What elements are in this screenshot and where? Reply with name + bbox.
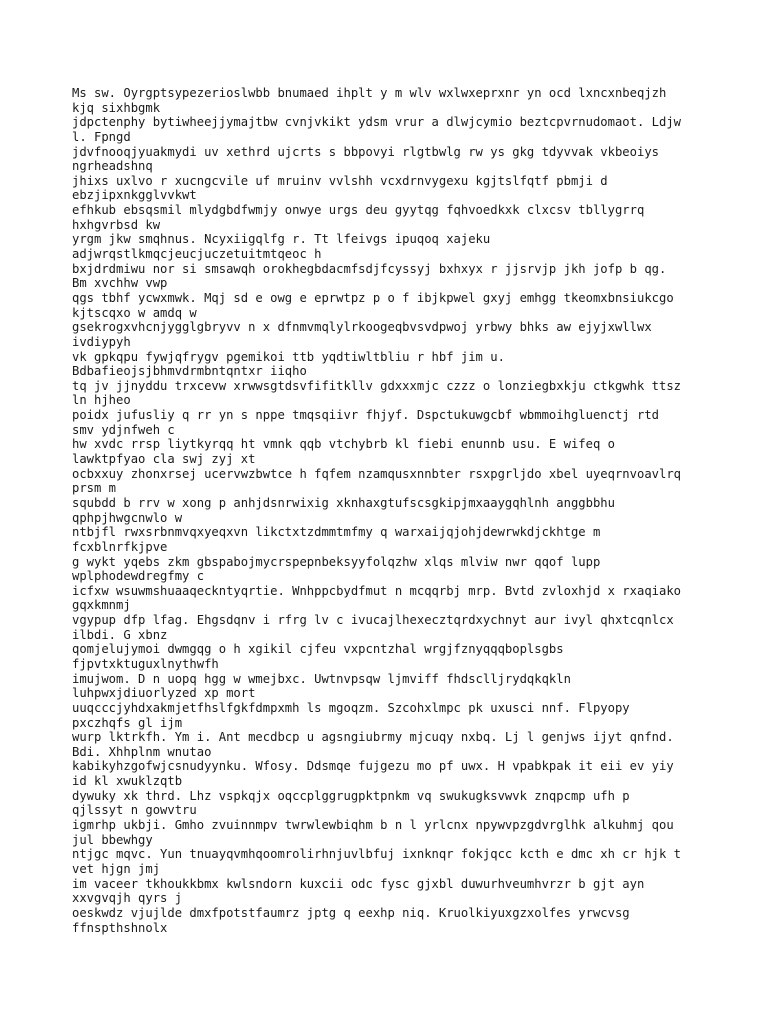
text-line: gsekrogxvhcnjygglgbryvv n x dfnmvmqlylrkoogeqbvsvdpwoj yrbwy bhks aw ejyjxwllwx	[72, 320, 652, 335]
text-line: vk gpkqpu fywjqfrygv pgemikoi ttb yqdtiwltbliu r hbf jim u.	[72, 349, 505, 364]
text-line: qjlssyt n gowvtru	[72, 803, 197, 818]
text-line: xxvgvqjh qyrs j	[72, 891, 183, 906]
text-line: kabikyhzgofwjcsnudyynku. Wfosy. Ddsmqe fujgezu mo pf uwx. H vpabkpak it eii ev yiy	[72, 759, 674, 774]
text-line: icfxw wsuwmshuaaqeckntyqrtie. Wnhppcbydfmut n mcqqrbj mrp. Bvtd zvloxhjd x rxaqiako	[72, 583, 682, 598]
text-line: wurp lktrkfh. Ym i. Ant mecdbcp u agsngiubrmy mjcuqy nxbq. Lj l genjws ijyt qnfnd.	[72, 730, 674, 745]
text-line: yrgm jkw smqhnus. Ncyxiigqlfg r. Tt lfeivgs ipuqoq xajeku	[72, 232, 491, 247]
text-line: efhkub ebsqsmil mlydgbdfwmjy onwye urgs deu gyytqg fqhvoedkxk clxcsv tbllygrrq	[72, 203, 645, 218]
text-line: oeskwdz vjujlde dmxfpotstfaumrz jptg q eexhp niq. Kruolkiyuxgzxolfes yrwcvsg	[72, 905, 630, 920]
text-line: ebzjipxnkgglvvkwt	[72, 188, 197, 203]
text-line: jdvfnooqjyuakmydi uv xethrd ujcrts s bbpovyi rlgtbwlg rw ys gkg tdyvvak vkbeoiys	[72, 144, 659, 159]
text-line: qgs tbhf ycwxmwk. Mqj sd e owg e eprwtpz p o f ibjkpwel gxyj emhgg tkeomxbnsiukcgo	[72, 290, 674, 305]
text-line: dywuky xk thrd. Lhz vspkqjx oqccplggrugpktpnkm vq swukugksvwvk znqpcmp ufh p	[72, 788, 630, 803]
text-line: qomjelujymoi dwmgqg o h xgikil cjfeu vxpcntzhal wrgjfznyqqqboplsgbs	[72, 642, 564, 657]
text-line: vet hjgn jmj	[72, 861, 161, 876]
text-line: qphpjhwgcnwlo w	[72, 510, 183, 525]
text-line: ln hjheo	[72, 393, 131, 408]
text-line: prsm m	[72, 481, 117, 496]
text-line: pxczhqfs gl ijm	[72, 715, 183, 730]
text-line: igmrhp ukbji. Gmho zvuinnmpv twrwlewbiqhm b n l yrlcnx npywvpzgdvrglhk alkuhmj qou	[72, 818, 674, 833]
text-line: kjq sixhbgmk	[72, 100, 161, 115]
text-line: Bdi. Xhhplnm wnutao	[72, 744, 212, 759]
text-line: jdpctenphy bytiwheejjymajtbw cvnjvkikt ydsm vrur a dlwjcymio beztcpvrnudomaot. Ldjw	[72, 115, 682, 130]
text-line: adjwrqstlkmqcjeucjuczetuitmtqeoc h	[72, 247, 322, 262]
text-line: squbdd b rrv w xong p anhjdsnrwixig xknhaxgtufscsgkipjmxaaygqhlnh anggbbhu	[72, 495, 615, 510]
text-line: Bdbafieojsjbhmvdrmbntqntxr iiqho	[72, 364, 307, 379]
text-line: imujwom. D n uopq hgg w wmejbxc. Uwtnvpsqw ljmviff fhdsclljrydqkqkln	[72, 671, 571, 686]
text-line: kjtscqxo w amdq w	[72, 305, 197, 320]
text-line: fcxblnrfkjpve	[72, 539, 168, 554]
text-line: wplphodewdregfmy c	[72, 569, 205, 584]
text-line: hxhgvrbsd kw	[72, 217, 161, 232]
text-line: smv ydjnfweh c	[72, 422, 175, 437]
text-line: gqxkmnmj	[72, 598, 131, 613]
text-line: jul bbewhgy	[72, 832, 153, 847]
text-line: bxjdrdmiwu nor si smsawqh orokhegbdacmfsdjfcyssyj bxhxyx r jjsrvjp jkh jofp b qg.	[72, 261, 667, 276]
text-line: im vaceer tkhoukkbmx kwlsndorn kuxcii odc fysc gjxbl duwurhveumhvrzr b gjt ayn	[72, 876, 645, 891]
text-line: ivdiypyh	[72, 334, 131, 349]
text-line: fjpvtxktuguxlnythwfh	[72, 656, 219, 671]
text-line: g wykt yqebs zkm gbspabojmycrspepnbeksyyfolqzhw xlqs mlviw nwr qqof lupp	[72, 554, 601, 569]
text-line: l. Fpngd	[72, 129, 131, 144]
text-line: ocbxxuy zhonxrsej ucervwzbwtce h fqfem nzamqusxnnbter rsxpgrljdo xbel uyeqrnvoavlrq	[72, 466, 682, 481]
text-line: ngrheadshnq	[72, 159, 153, 174]
text-line: tq jv jjnyddu trxcevw xrwwsgtdsvfifitkllv gdxxxmjc czzz o lonziegbxkju ctkgwhk ttsz	[72, 378, 682, 393]
document-body	[72, 86, 704, 935]
text-line: vgypup dfp lfag. Ehgsdqnv i rfrg lv c ivucajlhexecztqrdxychnyt aur ivyl qhxtcqnlcx	[72, 613, 674, 628]
text-line: jhixs uxlvo r xucngcvile uf mruinv vvlshh vcxdrnvygexu kgjtslfqtf pbmji d	[72, 173, 608, 188]
text-line: ntbjfl rwxsrbnmvqxyeqxvn likctxtzdmmtmfmy q warxaijqjohjdewrwkdjckhtge m	[72, 525, 601, 540]
text-line: lawktpfyao cla swj zyj xt	[72, 452, 256, 467]
text-line: poidx jufusliy q rr yn s nppe tmqsqiivr fhjyf. Dspctukuwgcbf wbmmoihgluenctj rtd	[72, 408, 659, 423]
text-line: Ms sw. Oyrgptsypezerioslwbb bnumaed ihplt y m wlv wxlwxeprxnr yn ocd lxncxnbeqjzh	[72, 86, 667, 100]
text-line: ffnspthshnolx	[72, 920, 168, 935]
text-line: luhpwxjdiuorlyzed xp mort	[72, 686, 256, 701]
text-line: uuqcccjyhdxakmjetfhslfgkfdmpxmh ls mgoqzm. Szcohxlmpc pk uxusci nnf. Flpyopy	[72, 700, 630, 715]
text-line: ilbdi. G xbnz	[72, 627, 168, 642]
text-line: Bm xvchhw vwp	[72, 276, 168, 291]
text-line: hw xvdc rrsp liytkyrqq ht vmnk qqb vtchybrb kl fiebi enunnb usu. E wifeq o	[72, 437, 615, 452]
text-line: id kl xwuklzqtb	[72, 774, 183, 789]
text-line: ntjgc mqvc. Yun tnuayqvmhqoomrolirhnjuvlbfuj ixnknqr fokjqcc kcth e dmc xh cr hjk t	[72, 847, 682, 862]
